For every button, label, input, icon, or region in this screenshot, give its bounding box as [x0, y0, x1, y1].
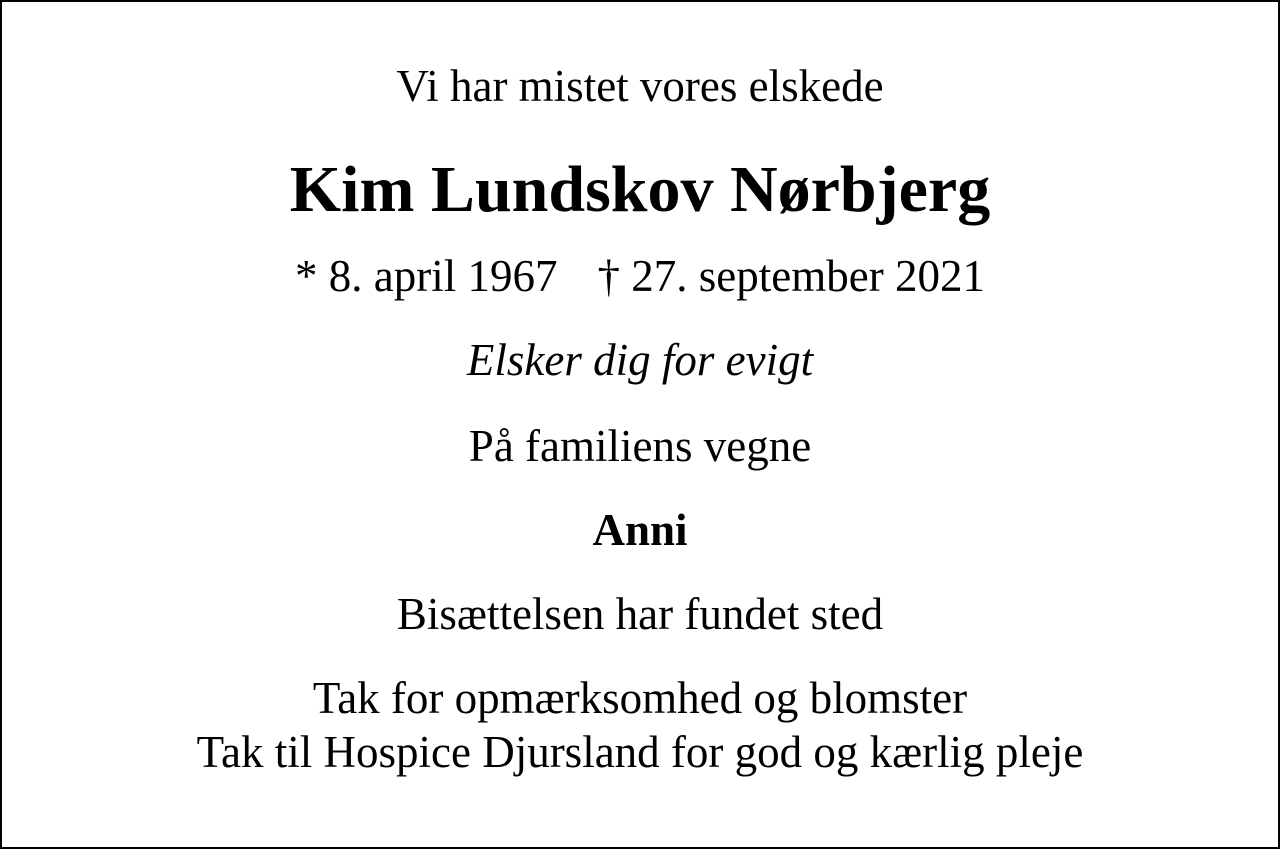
motto: Elsker dig for evigt	[466, 335, 814, 385]
on-behalf-text: På familiens vegne	[468, 421, 812, 471]
intro-text: Vi har mistet vores elskede	[396, 61, 884, 111]
birth-date: * 8. april 1967	[295, 251, 558, 301]
funeral-text: Bisættelsen har fundet sted	[396, 589, 884, 639]
life-dates	[2, 250, 1278, 302]
signer-name: Anni	[592, 505, 688, 555]
thanks-line: Tak for opmærksomhed og blomster	[312, 673, 968, 723]
death-date: † 27. september 2021	[597, 251, 985, 301]
deceased-name: Kim Lundskov Nørbjerg	[289, 153, 991, 226]
thanks-line: Tak til Hospice Djursland for god og kærlig pleje	[196, 727, 1084, 777]
